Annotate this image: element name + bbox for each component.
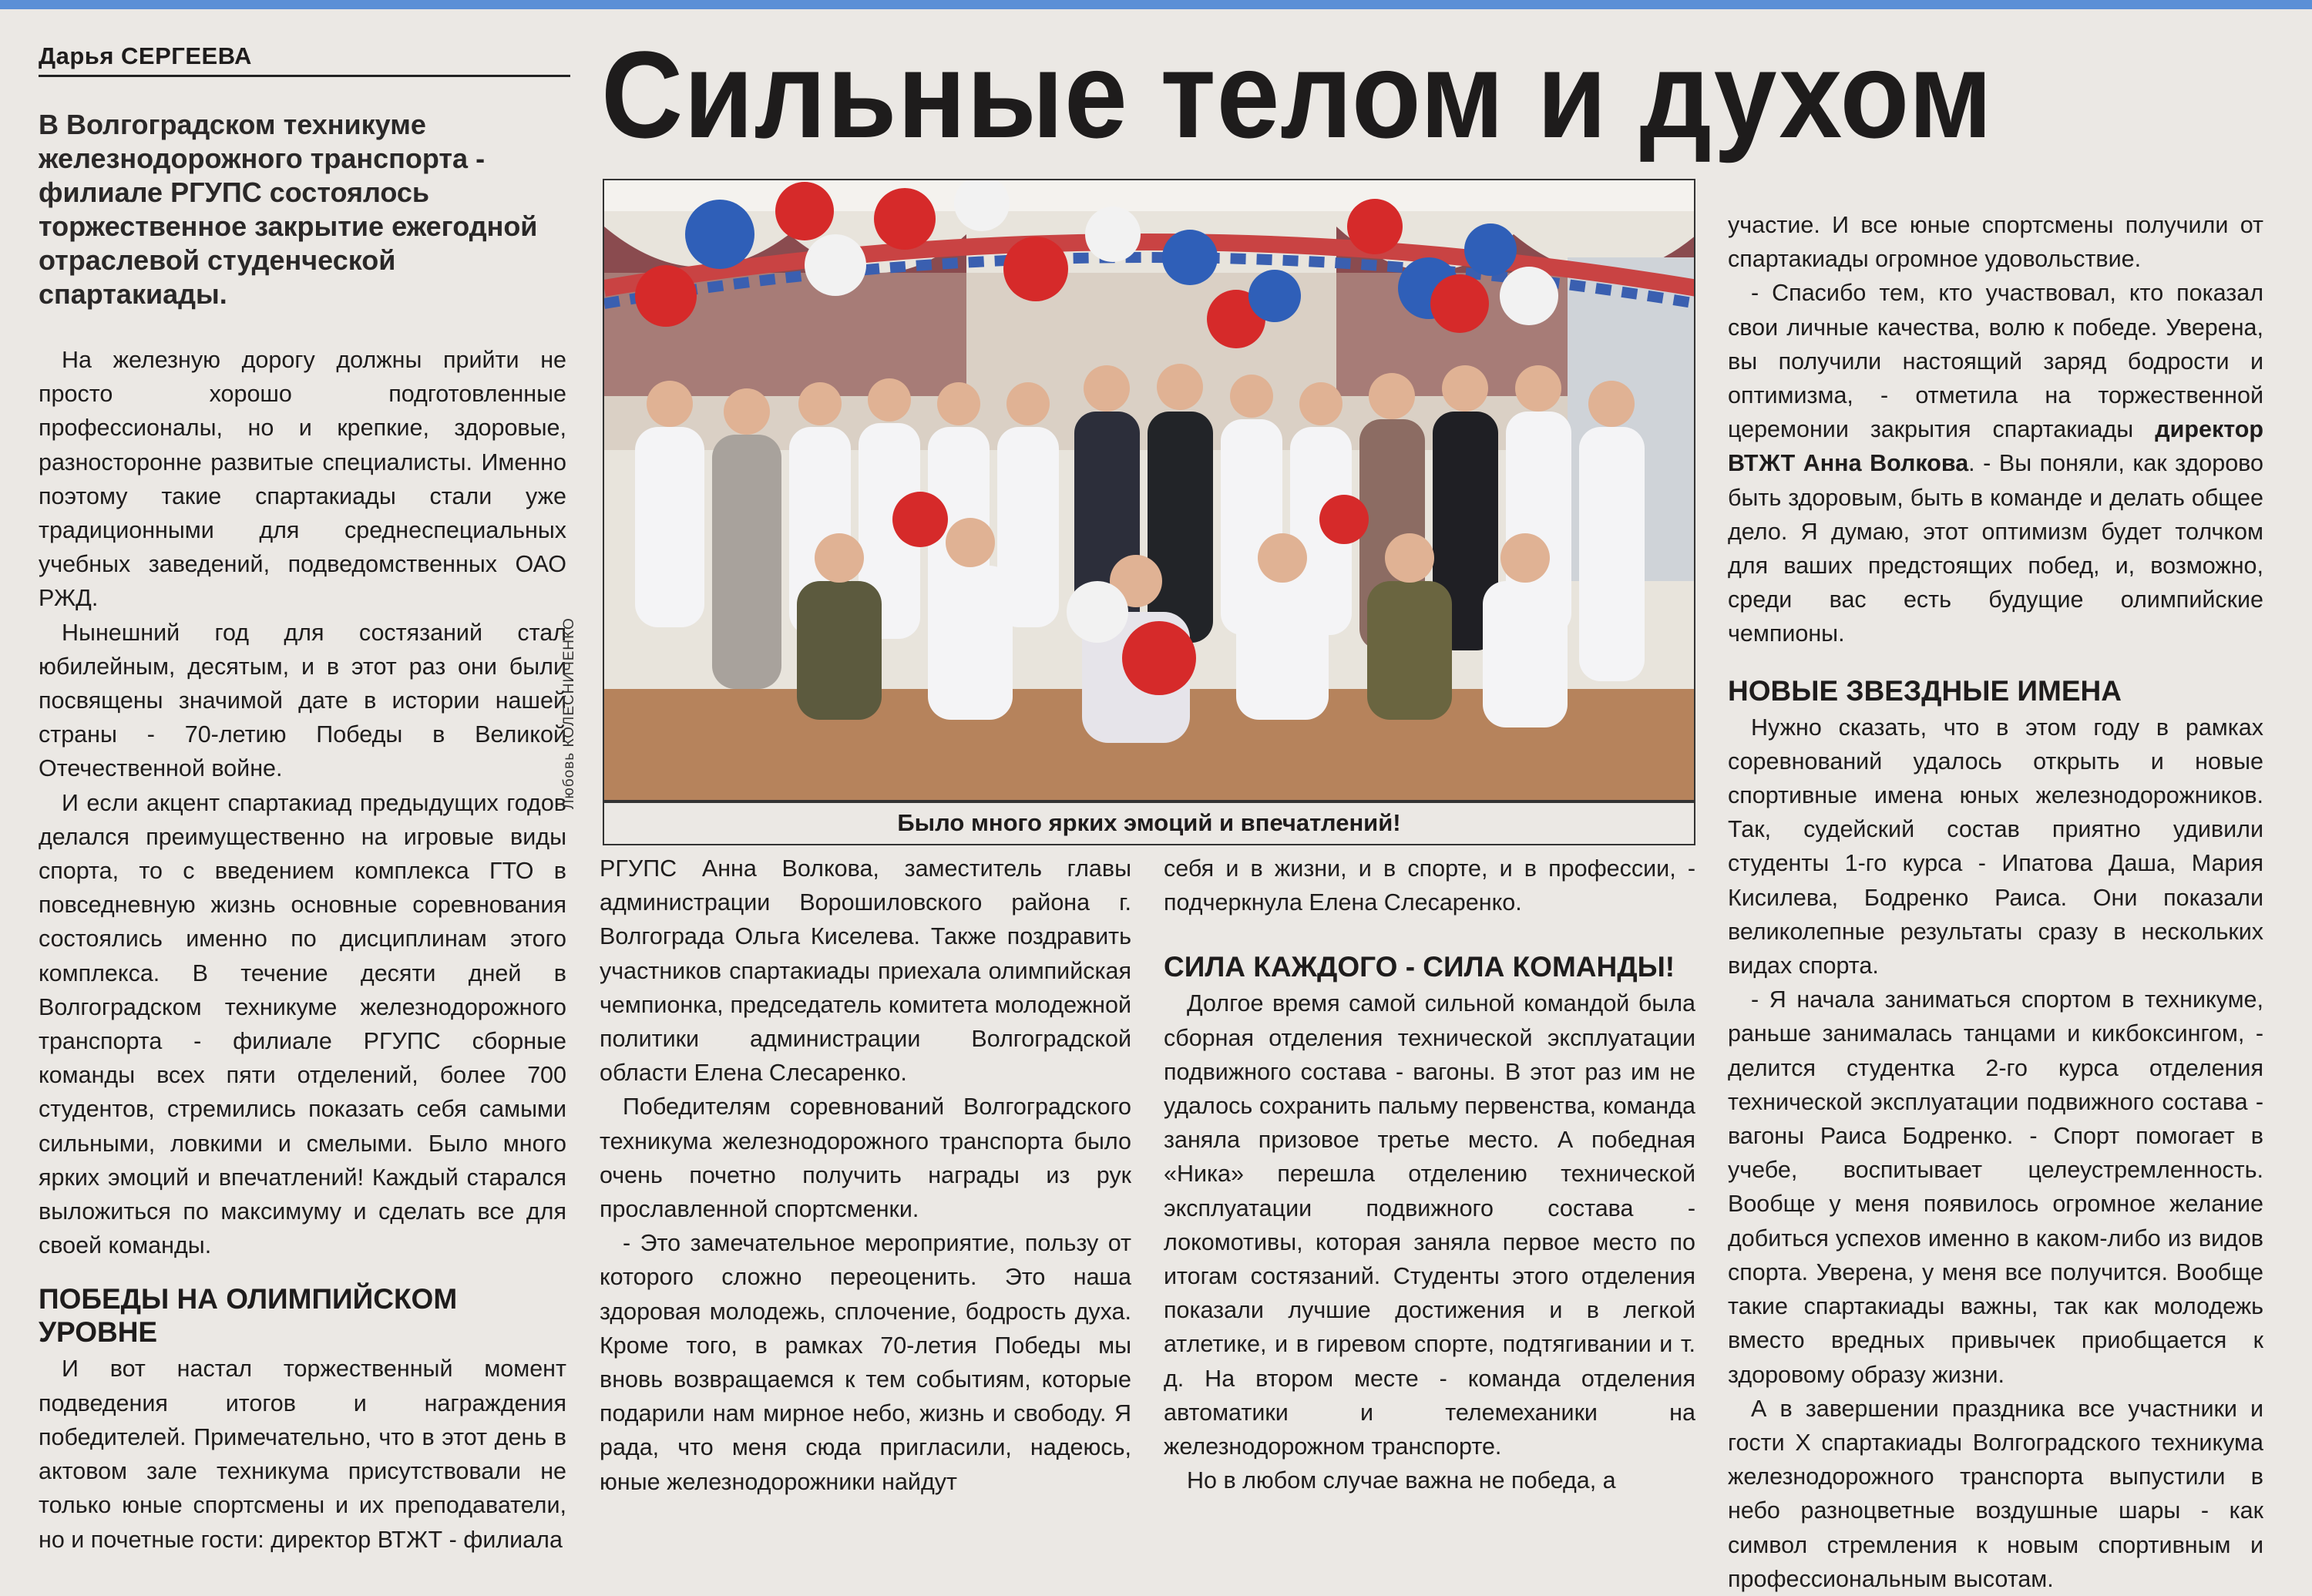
photo-caption: Было много ярких эмоций и впечатлений! <box>603 801 1695 845</box>
photo-credit: Любовь КОЛЕСНИЧЕНКО <box>561 617 577 809</box>
paragraph: И если акцент спартакиад предыдущих годов делался преимущественно на игровые виды спорта, то с введением комплекса ГТО в повседневную жизнь основные соревнования состоялись именно по дисциплинам этого комплекса. В течение десяти дней в Волгоградском техникуме железнодорожного транспорта - филиале РГУПС сборные команды всех пяти отделений, более 700 студентов, стремились показать себя самыми сильными, ловкими и смелыми. Было много ярких эмоций и впечатлений! Каждый старался выложиться по максимуму и сделать все для своей команды. <box>39 789 566 1259</box>
paragraph: Долгое время самой сильной командой была сборная отделения технической эксплуатации подвижного состава - вагоны. В этот раз им не удалось сохранить пальму первенства, команда заняла призовое третье место. А победная «Ника» перешла отделению технической эксплуатации подвижного состава - локомотивы, которая заняла первое место по итогам состязаний. Студенты этого отделения показали лучшие достижения и в легкой атлетике, и в гиревом спорте, подтягивании и т. д. На втором месте - команда отделения автоматики и телемеханики на железнодорожном транспорте. <box>1164 990 1695 1460</box>
group-photo-illustration <box>604 180 1695 801</box>
article-column-3 <box>1164 852 1695 1497</box>
section-subhead: СИЛА КАЖДОГО - СИЛА КОМАНДЫ! <box>1164 951 1675 983</box>
paragraph: И вот настал торжественный момент подведения итогов и награждения победителей. Примечательно, что в этот день в актовом зале техникума присутствовали не только юные спортсмены и их преподаватели, но и почетные гости: директор ВТЖТ - филиала <box>39 1356 566 1553</box>
top-color-rule <box>0 0 2312 9</box>
paragraph: - Это замечательное мероприятие, пользу от которого сложно переоценить. Это наша здоровая молодежь, сплочение, бодрость духа. Кроме того, в рамках 70-летия Победы мы вновь возвращаемся к тем событиям, которые подарили нам мирное небо, жизнь и свободу. Я рада, что меня сюда пригласили, надеюсь, юные железнодорожники найдут <box>600 1230 1131 1495</box>
article-column-4 <box>1728 208 2263 1596</box>
article-column-1 <box>39 343 566 1557</box>
paragraph: Нынешний год для состязаний стал юбилейным, десятым, и в этот раз они были посвящены значимой дате в истории нашей страны - 70-летию Победы в Великой Отечественной войне. <box>39 619 566 782</box>
paragraph: На железную дорогу должны прийти не просто хорошо подготовленные профессионалы, но и крепкие, здоровые, разносторонне развитые специалисты. Именно поэтому такие спартакиады стали уже традиционными для среднеспециальных учебных заведений, подведомственных ОАО РЖД. <box>39 347 566 612</box>
quote-text: . - Вы поняли, как здорово быть здоровым, быть в команде и делать общее дело. Я думаю, этот оптимизм будет толчком для ваших предстоящих побед, и, возможно, среди вас есть будущие олимпийские чемпионы. <box>1728 450 2263 647</box>
paragraph: - Я начала заниматься спортом в техникуме, раньше занималась танцами и кикбоксингом, - делится студентка 2-го курса отделения технической эксплуатации подвижного состава - вагоны Раиса Бодренко. - Спорт помогает в учебе, воспитывает целеустремленность. Вообще у меня появилось огромное желание добиться успехов именно в каком-либо из видов спорта. Уверена, у меня все получится. Вообще такие спартакиады важны, так как молодежь вместо вредных привычек приобщается к здоровому образу жизни. <box>1728 986 2263 1388</box>
paragraph: участие. И все юные спортсмены получили от спартакиады огромное удовольствие. <box>1728 212 2263 273</box>
section-subhead: НОВЫЕ ЗВЕЗДНЫЕ ИМЕНА <box>1728 674 2122 707</box>
paragraph: Нужно сказать, что в этом году в рамках соревнований удалось открыть и новые спортивные имена юных железнодорожников. Так, судейский состав приятно удивили студенты 1-го курса - Ипатова Даша, Мария Кисилева, Бодренко Раиса. Они показали великолепные результаты сразу в нескольких видах спорта. <box>1728 714 2263 979</box>
paragraph: Но в любом случае важна не победа, а <box>1187 1467 1616 1494</box>
section-subhead: ПОБЕДЫ НА ОЛИМПИЙСКОМ УРОВНЕ <box>39 1283 458 1349</box>
article-lead: В Волгоградском техникуме железнодорожного транспорта - филиале РГУПС состоялось торжественное закрытие ежегодной отраслевой студенческой спартакиады. <box>39 109 538 310</box>
paragraph: Победителям соревнований Волгоградского техникума железнодорожного транспорта было очень почетно получить награды из рук прославленной спортсменки. <box>600 1094 1131 1223</box>
paragraph: себя и в жизни, и в спорте, и в профессии, - подчеркнула Елена Слесаренко. <box>1164 855 1695 916</box>
paragraph <box>1728 276 2263 650</box>
paragraph: А в завершении праздника все участники и гости X спартакиады Волгоградского техникума железнодорожного транспорта выпустили в небо разноцветные воздушные шары - как символ стремления к новым спортивным и профессиональным высотам. <box>1728 1395 2263 1592</box>
article-column-2 <box>600 852 1131 1499</box>
photo-block <box>603 179 1695 845</box>
quote-text: - Спасибо тем, кто участвовал, кто показал свои личные качества, волю к победе. Уверена, вы получили настоящий заряд бодрости и оптимизма, - отметила на торжественной церемонии закрытия спартакиады <box>1728 280 2263 443</box>
article-headline: Сильные телом и духом <box>601 25 1994 163</box>
paragraph: РГУПС Анна Волкова, заместитель главы администрации Ворошиловского района г. Волгограда Ольга Киселева. Также поздравить участников спартакиады приехала олимпийская чемпионка, председатель комитета молодежной политики администрации Волгоградской области Елена Слесаренко. <box>600 855 1131 1087</box>
author-byline: Дарья СЕРГЕЕВА <box>39 42 570 77</box>
group-photo <box>603 179 1695 801</box>
speaker-title: директор ВТЖТ Анна Волкова <box>1728 416 2263 477</box>
